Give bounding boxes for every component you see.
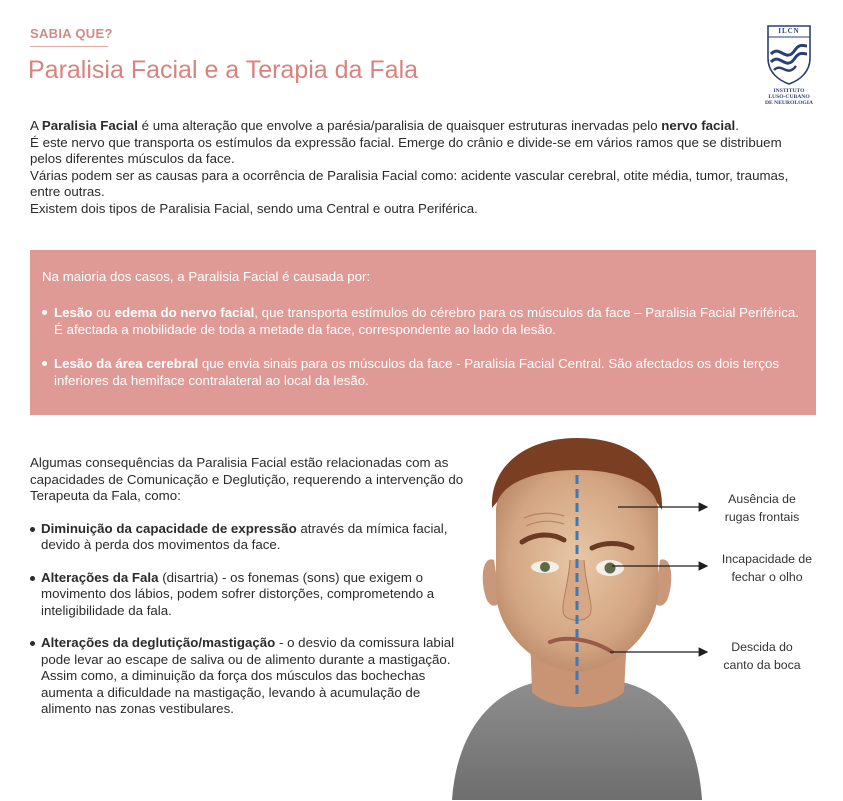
annotation-forehead: Ausência de rugas frontais <box>724 492 800 524</box>
consequence-item: Diminuição da capacidade de expressão através da mímica facial, devido à perda dos movimentos da face. <box>30 521 470 554</box>
intro-paragraph-2: Várias podem ser as causas para a ocorrência de Paralisia Facial como: acidente vascular cerebral, otite média, tumor, traumas, entre outras. <box>30 167 789 199</box>
annotation-mouth: Descida do canto da boca <box>723 640 801 672</box>
consequences-lead: Algumas consequências da Paralisia Facial estão relacionadas com as capacidades de Comunicação e Deglutição, requerendo a intervenção do Terapeuta da Fala, como: <box>30 455 464 503</box>
logo-monogram: ILCN <box>778 27 800 35</box>
kicker-label: SABIA QUE? <box>30 26 113 41</box>
intro-term-nervo: nervo facial <box>661 118 736 133</box>
intro-term-paralisia: Paralisia Facial <box>41 118 138 133</box>
consequence-item: Alterações da Fala (disartria) - os fonemas (sons) que exigem o movimento dos lábios, podem sofrer distorções, comprometendo a inteligibilidade da fala. <box>30 570 470 620</box>
logo-line-3: DE NEUROLOGIA <box>764 100 814 106</box>
page-title: Paralisia Facial e a Terapia da Fala <box>28 56 419 84</box>
consequence-item: Alterações da deglutição/mastigação - o desvio da comissura labial pode levar ao escape de saliva ou de alimento durante a mastigação. Assim como, a diminuição da força dos músculos das bochechas aumenta a dificuldade na mastigação, levando à acumulação de alimento nas zonas vestibulares. <box>30 635 470 718</box>
logo-line-1: INSTITUTO <box>773 88 805 94</box>
intro-paragraph-3: Existem dois tipos de Paralisia Facial, sendo uma Central e outra Periférica. <box>30 200 478 216</box>
logo-line-2: LUSO-CUBANO <box>768 94 810 100</box>
annotation-eye: Incapacidade de fechar o olho <box>721 552 813 584</box>
intro-paragraph-1: A Paralisia Facial é uma alteração que envolve a parésia/paralisia de quaisquer estruturas inervadas pelo nervo facial. É este nervo que transporta os estímulos da expressão facial. Emerge do crânio e divide-se em vários ramos que se distribuem pelos diferentes músculos da face. <box>30 118 782 166</box>
callout-item: Lesão da área cerebral que envia sinais para os músculos da face - Paralisia Facial Central. São afectados os dois terços inferiores da hemiface contralateral ao local da lesão. <box>42 355 804 389</box>
callout-item: Lesão ou edema do nervo facial, que transporta estímulos do cérebro para os músculos da face – Paralisia Facial Periférica. É afectada a mobilidade de toda a metade da face, correspondente ao lado da lesão. <box>42 304 804 338</box>
callout-lead: Na maioria dos casos, a Paralisia Facial é causada por: <box>42 269 371 284</box>
